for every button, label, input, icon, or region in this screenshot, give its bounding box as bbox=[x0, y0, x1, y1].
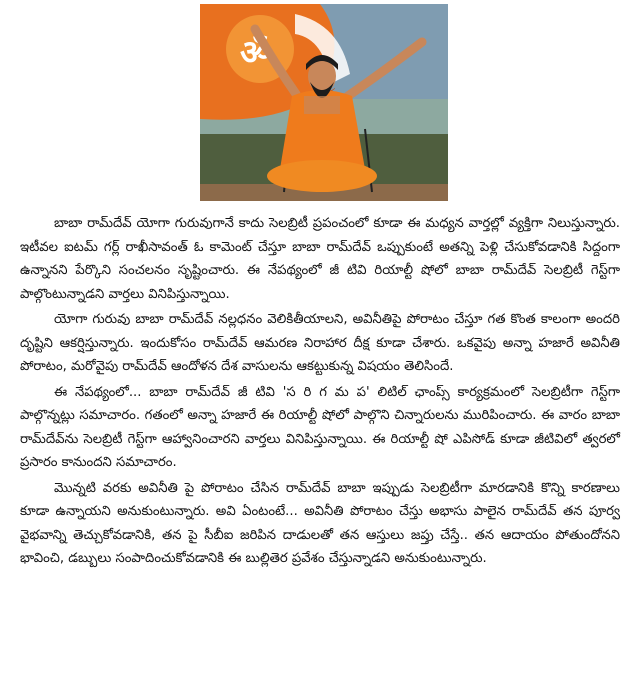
article-paragraph-3: ఈ నేపథ్యంలో... బాబా రామ్‌దేవ్ జీ టివి 'స రి గ మ ప' లిటిల్ ఛాంప్స్ కార్యక్రమంలో సెలబ్రిటీగా గెస్ట్‌గా పాల్గొన్నట్లు సమాచారం. గతంలో అన్నా హజారే ఈ రియాల్టీ షోలో పాల్గొని చిన్నారులను మురిపించారు. ఈ వారం బాబా రామ్‌దేవ్‌ను సెలబ్రిటీ గెస్ట్‌గా ఆహ్వానించారని వార్తలు వినిపిస్తున్నాయి. ఈ రియాల్టీ షో ఎపిసోడ్ కూడా జీటివిలో త్వరలో ప్రసారం కానుందని సమాచారం. bbox=[20, 384, 620, 470]
article-photo bbox=[200, 4, 448, 201]
article-body bbox=[20, 212, 620, 573]
svg-text:ॐ: ॐ bbox=[240, 33, 272, 73]
article-paragraph-2: యోగా గురువు బాబా రామ్‌దేవ్ నల్లధనం వెలికితీయాలని, అవినీతిపై పోరాటం చేస్తూ గత కొంత కాలంగా అందరి దృష్టిని ఆకర్షిస్తున్నారు. ఇందుకోసం రామ్‌దేవ్ ఆమరణ నిరాహార దీక్ష కూడా చేశారు. ఒకవైపు అన్నా హజారే అవినీతి పోరాటం, మరోవైపు రామ్‌దేవ్ ఆందోళన దేశ వాసులను ఆకట్టుకున్న విషయం తెలిసిందే. bbox=[20, 312, 620, 374]
article-paragraph-4: మొన్నటి వరకు అవినీతి పై పోరాటం చేసిన రామ్‌దేవ్ బాబా ఇప్పుడు సెలబ్రిటీగా మారడానికి కొన్ని కారణాలు కూడా ఉన్నాయని అనుకుంటున్నారు. అవి ఏంటంటే... అవినీతి పోరాటం చేస్తు అభాసు పాలైన రామ్‌దేవ్ తన పూర్వ వైభవాన్ని తెచ్చుకోవడానికి, తన పై సీబీఐ జరిపిన దాడులతో తన ఆస్తులు జప్తు చేస్తే.. తన ఆదాయం పోతుందోనని భావించి, డబ్బులు సంపాదించుకోవడానికి ఈ బుల్లితెర ప్రవేశం చేస్తున్నాడని అనుకుంటున్నారు. bbox=[20, 480, 620, 566]
article-paragraph-1: బాబా రామ్‌దేవ్ యోగా గురువుగానే కాదు సెలబ్రిటీ ప్రపంచంలో కూడా ఈ మధ్యన వార్తల్లో వ్యక్తిగా నిలుస్తున్నారు. ఇటీవల ఐటమ్ గర్ల్ రాఖీసావంత్ ఓ కామెంట్ చేస్తూ బాబా రామ్‌దేవ్ ఒప్పుకుంటే అతన్ని పెళ్లి చేసుకోవడానికి సిద్దంగా ఉన్నానని పేర్కొని సంచలనం సృష్టించారు. ఈ నేపథ్యంలో జీ టివి రియాల్టీ షోలో బాబా రామ్‌దేవ్ సెలబ్రిటీ గెస్ట్‌గా పాల్గొంటున్నాడని వార్తలు వినిపిస్తున్నాయి. bbox=[20, 216, 620, 302]
person-meditating-photo bbox=[200, 4, 448, 201]
